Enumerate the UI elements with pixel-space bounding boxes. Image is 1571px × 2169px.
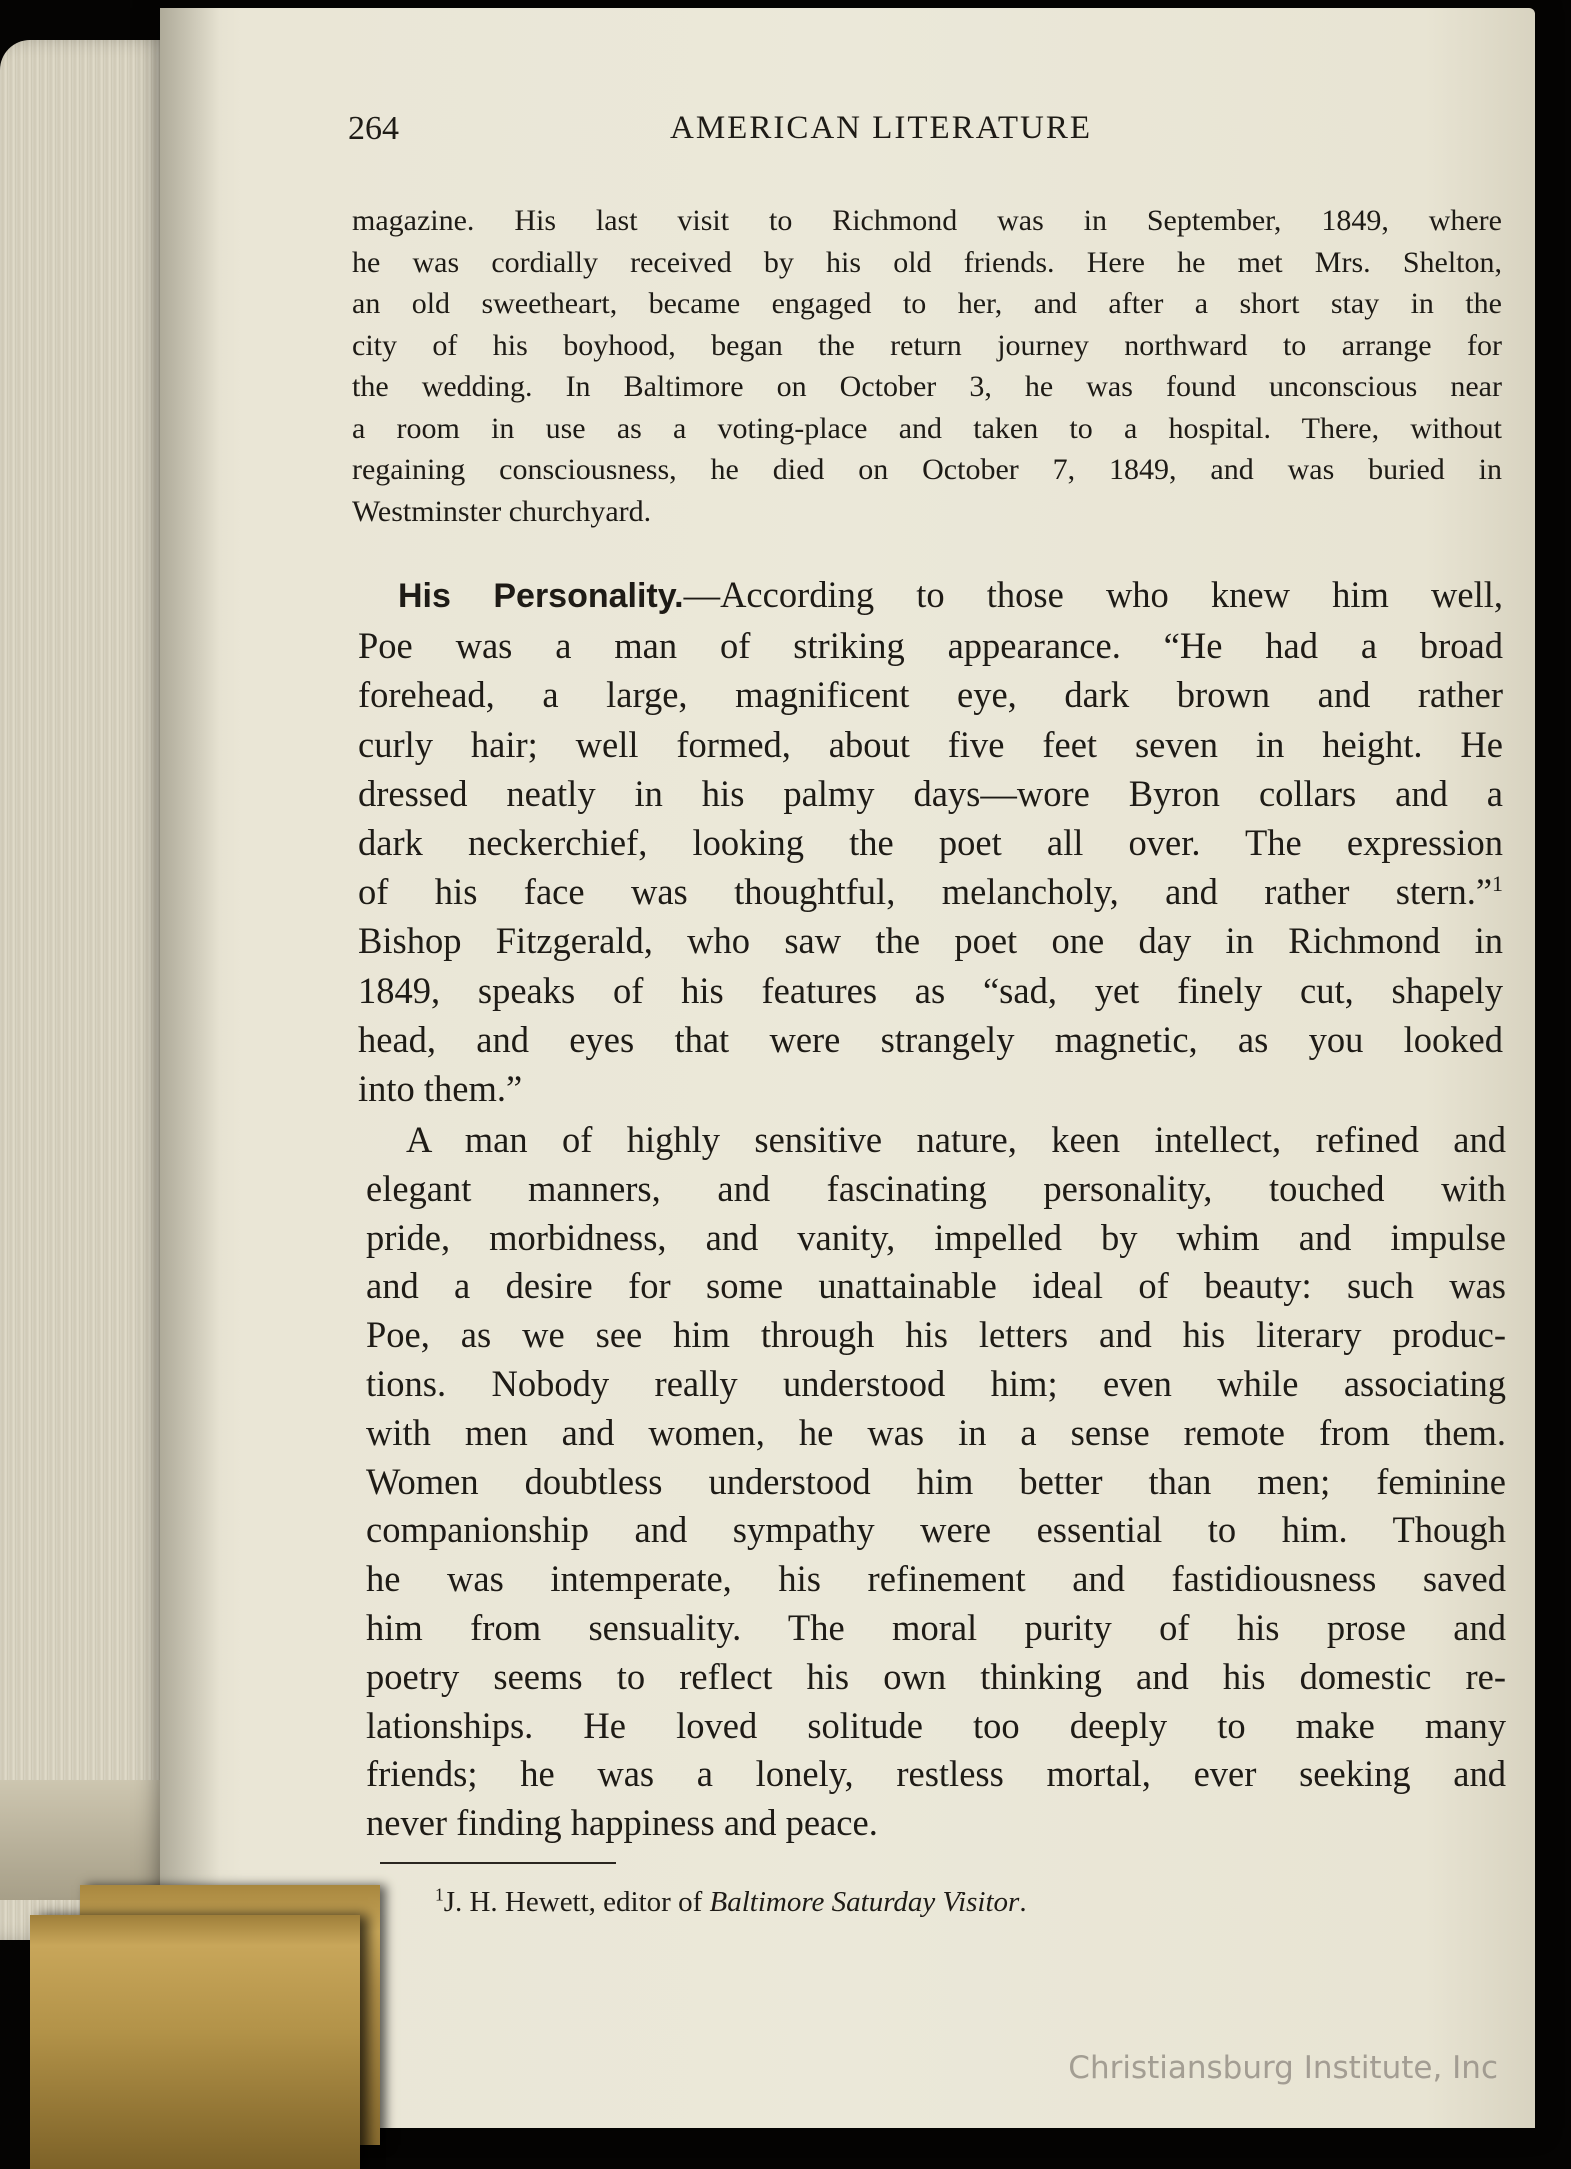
text-line: he was cordially received by his old friends. Here he met Mrs. Shelton, — [352, 245, 1502, 279]
text-line: into them.” — [358, 1068, 523, 1110]
footnote-end: . — [1019, 1886, 1027, 1918]
text-line: city of his boyhood, began the return journey northward to arrange for — [352, 328, 1502, 362]
second-paragraph — [366, 1116, 1506, 1848]
text-line: tions. Nobody really understood him; even while associating — [366, 1362, 1506, 1404]
section-heading: His Personality. — [398, 577, 684, 615]
page-stack-lower — [0, 1780, 175, 1900]
personality-paragraph — [358, 570, 1503, 1113]
footnote-title: Baltimore Saturday Visitor — [709, 1886, 1020, 1918]
text-line: Poe, as we see him through his letters and his literary produc- — [366, 1314, 1506, 1356]
gutter-shadow — [160, 8, 220, 2128]
text-line: poetry seems to reflect his own thinking and his domestic re- — [366, 1655, 1506, 1697]
text-line-with-footnote — [358, 867, 1503, 916]
text-line: Bishop Fitzgerald, who saw the poet one day in Richmond in — [358, 920, 1503, 962]
page-number: 264 — [348, 110, 399, 147]
text-line: regaining consciousness, he died on October 7, 1849, and was buried in — [352, 453, 1502, 486]
text-line: curly hair; well formed, about five feet seven in height. He — [358, 723, 1503, 765]
text-line: dark neckerchief, looking the poet all over. The expression — [358, 822, 1503, 864]
text-line: companionship and sympathy were essential to him. Though — [366, 1509, 1506, 1551]
text-line: A man of highly sensitive nature, keen intellect, refined and — [406, 1119, 1506, 1160]
footnote — [435, 1886, 1027, 1919]
text-line: the wedding. In Baltimore on October 3, he was found unconscious near — [352, 370, 1502, 403]
text-line: of his face was thoughtful, melancholy, and rather stern.” — [358, 871, 1493, 913]
text-line: dressed neatly in his palmy days—wore Byron collars and a — [358, 772, 1503, 814]
footnote-rule — [380, 1862, 616, 1864]
footnote-text: J. H. Hewett, editor of — [443, 1886, 710, 1918]
opening-paragraph — [352, 200, 1502, 532]
text-line: never finding happiness and peace. — [366, 1802, 878, 1844]
text-line: Women doubtless understood him better than men; feminine — [366, 1460, 1506, 1502]
text-line: elegant manners, and fascinating personality, touched with — [366, 1167, 1506, 1209]
text-line: and a desire for some unattainable ideal of beauty: such was — [366, 1265, 1506, 1307]
footnote-reference: 1 — [1492, 871, 1503, 897]
text-line: he was intemperate, his refinement and fastidiousness saved — [366, 1558, 1506, 1600]
footnote-marker: 1 — [435, 1884, 444, 1905]
text-line: an old sweetheart, became engaged to her, and after a short stay in the — [352, 287, 1502, 320]
text-line: a room in use as a voting-place and taken to a hospital. There, without — [352, 411, 1502, 445]
text-line: Westminster churchyard. — [352, 494, 652, 528]
text-line: friends; he was a lonely, restless mortal, ever seeking and — [366, 1753, 1506, 1795]
section-first-line-rest: —According to those who knew him well, — [683, 574, 1503, 615]
text-line: with men and women, he was in a sense remote from them. — [366, 1411, 1506, 1453]
text-line: magazine. His last visit to Richmond was in September, 1849, where — [352, 204, 1502, 237]
text-line: Poe was a man of striking appearance. “He had a broad — [358, 625, 1503, 667]
gilt-edge-front — [30, 1915, 360, 2169]
watermark: Christiansburg Institute, Inc — [1068, 2050, 1498, 2086]
text-line: lationships. He loved solitude too deeply to make many — [366, 1704, 1506, 1746]
text-line: head, and eyes that were strangely magnetic, as you looked — [358, 1018, 1503, 1060]
text-line: 1849, speaks of his features as “sad, yet finely cut, shapely — [358, 969, 1503, 1011]
running-head: AMERICAN LITERATURE — [670, 110, 1093, 146]
section-first-line — [358, 570, 1503, 621]
text-line: forehead, a large, magnificent eye, dark brown and rather — [358, 674, 1503, 716]
page-stack-edges — [0, 40, 175, 1940]
text-line: pride, morbidness, and vanity, impelled by whim and impulse — [366, 1216, 1506, 1258]
text-line: him from sensuality. The moral purity of his prose and — [366, 1606, 1506, 1648]
